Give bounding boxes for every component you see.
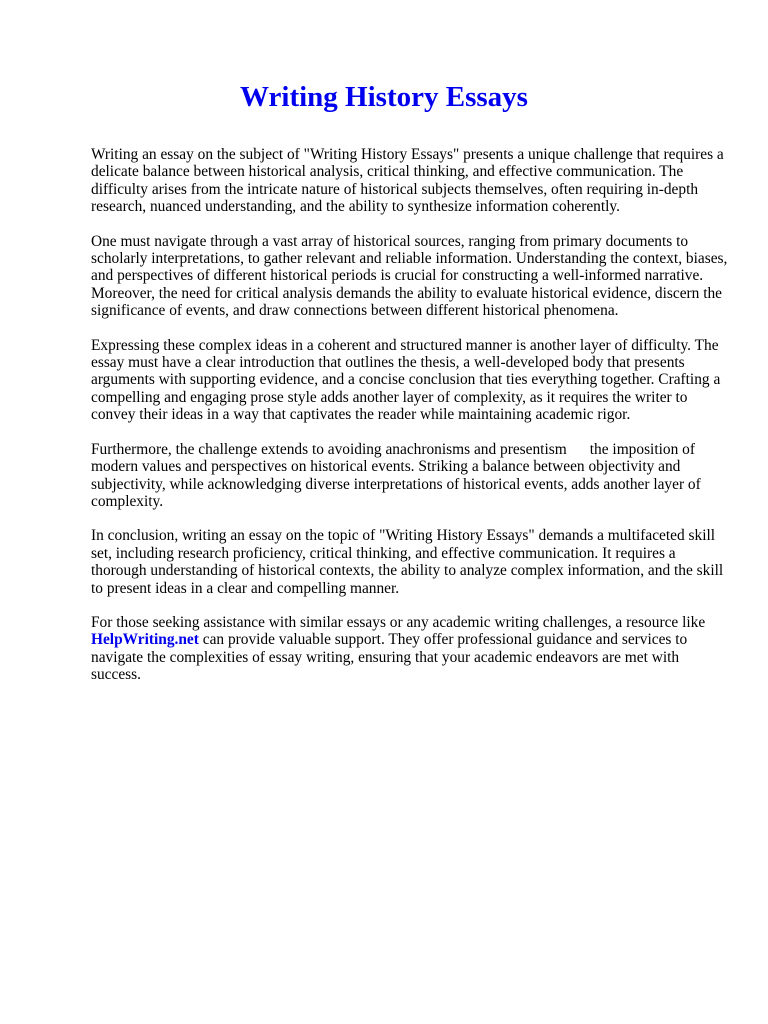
paragraph-3: Expressing these complex ideas in a coherent and structured manner is another layer of difficulty. The essay must have a clear introduction that outlines the thesis, a well-developed body that presents arguments with supporting evidence, and a concise conclusion that ties everything together. Crafting a compelling and engaging prose style adds another layer of complexity, as it requires the writer to convey their ideas in a way that captivates the reader while maintaining academic rigor. (91, 336, 721, 424)
paragraph-1: Writing an essay on the subject of "Writing History Essays" presents a unique challenge that requires a delicate balance between historical analysis, critical thinking, and effective communication. The difficulty arises from the intricate nature of historical subjects themselves, often requiring in-depth research, nuanced understanding, and the ability to synthesize information coherently. (91, 146, 724, 216)
paragraph-4: Furthermore, the challenge extends to avoiding anachronisms and presentism the imposition of modern values and perspectives on historical events. Striking a balance between objectivity and subjectivity, while acknowledging diverse interpretations of historical events, adds another layer of complexity. (91, 440, 701, 510)
paragraph-6-intro: For those seeking assistance with similar essays or any academic writing challenges, a resource like (91, 613, 706, 631)
paragraph-6 (91, 614, 731, 684)
essay-body (91, 146, 731, 701)
helpwriting-link[interactable]: HelpWriting.net (91, 631, 199, 649)
paragraph-5: In conclusion, writing an essay on the topic of "Writing History Essays" demands a multifaceted skill set, including research proficiency, critical thinking, and effective communication. It requires a thorough understanding of historical contexts, the ability to analyze complex information, and the skill to present ideas in a clear and compelling manner. (91, 527, 724, 597)
paragraph-6-rest: can provide valuable support. They offer professional guidance and services to navigate the complexities of essay writing, ensuring that your academic endeavors are met with success. (91, 631, 688, 684)
paragraph-2: One must navigate through a vast array of historical sources, ranging from primary documents to scholarly interpretations, to gather relevant and reliable information. Understanding the context, biases, and perspectives of different historical periods is crucial for constructing a well-informed narrative. Moreover, the need for critical analysis demands the ability to evaluate historical evidence, discern the significance of events, and draw connections between different historical phenomena. (91, 232, 728, 320)
page-title: Writing History Essays (240, 81, 528, 113)
